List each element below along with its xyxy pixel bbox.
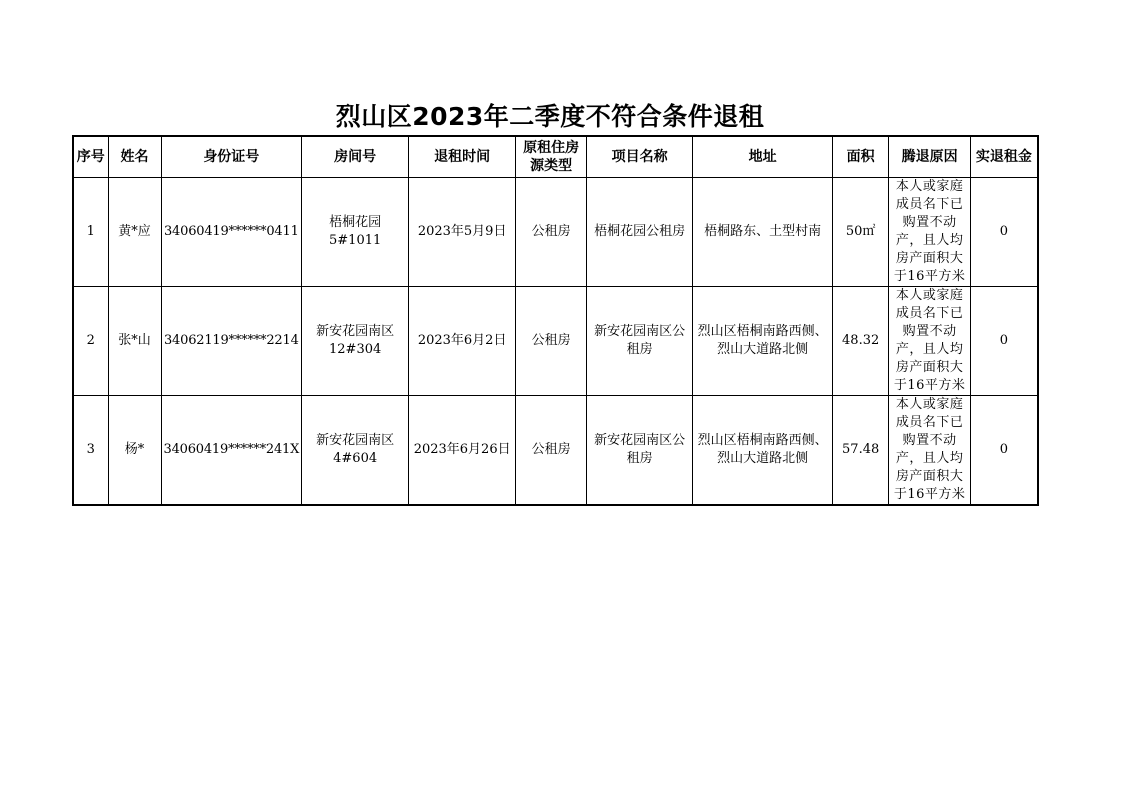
cell-area: 50㎡	[833, 178, 889, 287]
cell-refund: 0	[971, 396, 1038, 506]
page-title: 烈山区2023年二季度不符合条件退租	[335, 102, 765, 131]
cell-address: 烈山区梧桐南路西侧、烈山大道路北侧	[693, 287, 833, 396]
cell-id-number: 34062119******2214	[161, 287, 302, 396]
cell-address: 梧桐路东、土型村南	[693, 178, 833, 287]
column-header-housing-type: 原租住房源类型	[516, 136, 587, 178]
cell-name: 张*山	[108, 287, 161, 396]
column-header-id-number: 身份证号	[161, 136, 302, 178]
table-row	[73, 178, 1038, 287]
cell-reason: 本人或家庭成员名下已购置不动产，且人均房产面积大于16平方米	[889, 396, 971, 506]
cell-area: 48.32	[833, 287, 889, 396]
cell-room: 新安花园南区4#604	[302, 396, 409, 506]
cell-date: 2023年6月26日	[409, 396, 516, 506]
cell-refund: 0	[971, 287, 1038, 396]
cell-address: 烈山区梧桐南路西侧、烈山大道路北侧	[693, 396, 833, 506]
column-header-reason: 腾退原因	[889, 136, 971, 178]
column-header-area: 面积	[833, 136, 889, 178]
cell-housing-type: 公租房	[516, 287, 587, 396]
table-row	[73, 287, 1038, 396]
cell-room: 梧桐花园5#1011	[302, 178, 409, 287]
cell-id-number: 34060419******241X	[161, 396, 302, 506]
column-header-refund: 实退租金	[971, 136, 1038, 178]
cell-project: 新安花园南区公租房	[587, 396, 693, 506]
column-header-address: 地址	[693, 136, 833, 178]
cell-id-number: 34060419******0411	[161, 178, 302, 287]
column-header-name: 姓名	[108, 136, 161, 178]
cell-name: 黄*应	[108, 178, 161, 287]
cell-refund: 0	[971, 178, 1038, 287]
cell-reason: 本人或家庭成员名下已购置不动产，且人均房产面积大于16平方米	[889, 178, 971, 287]
cell-no: 2	[73, 287, 108, 396]
cell-project: 新安花园南区公租房	[587, 287, 693, 396]
cell-name: 杨*	[108, 396, 161, 506]
cell-no: 1	[73, 178, 108, 287]
cell-date: 2023年5月9日	[409, 178, 516, 287]
cell-no: 3	[73, 396, 108, 506]
table-header-row	[73, 136, 1038, 178]
column-header-date: 退租时间	[409, 136, 516, 178]
column-header-project: 项目名称	[587, 136, 693, 178]
cell-project: 梧桐花园公租房	[587, 178, 693, 287]
cell-room: 新安花园南区12#304	[302, 287, 409, 396]
cell-housing-type: 公租房	[516, 178, 587, 287]
cell-reason: 本人或家庭成员名下已购置不动产，且人均房产面积大于16平方米	[889, 287, 971, 396]
cell-date: 2023年6月2日	[409, 287, 516, 396]
cell-area: 57.48	[833, 396, 889, 506]
table-row	[73, 396, 1038, 506]
column-header-no: 序号	[73, 136, 108, 178]
refund-table	[72, 135, 1039, 506]
cell-housing-type: 公租房	[516, 396, 587, 506]
column-header-room: 房间号	[302, 136, 409, 178]
